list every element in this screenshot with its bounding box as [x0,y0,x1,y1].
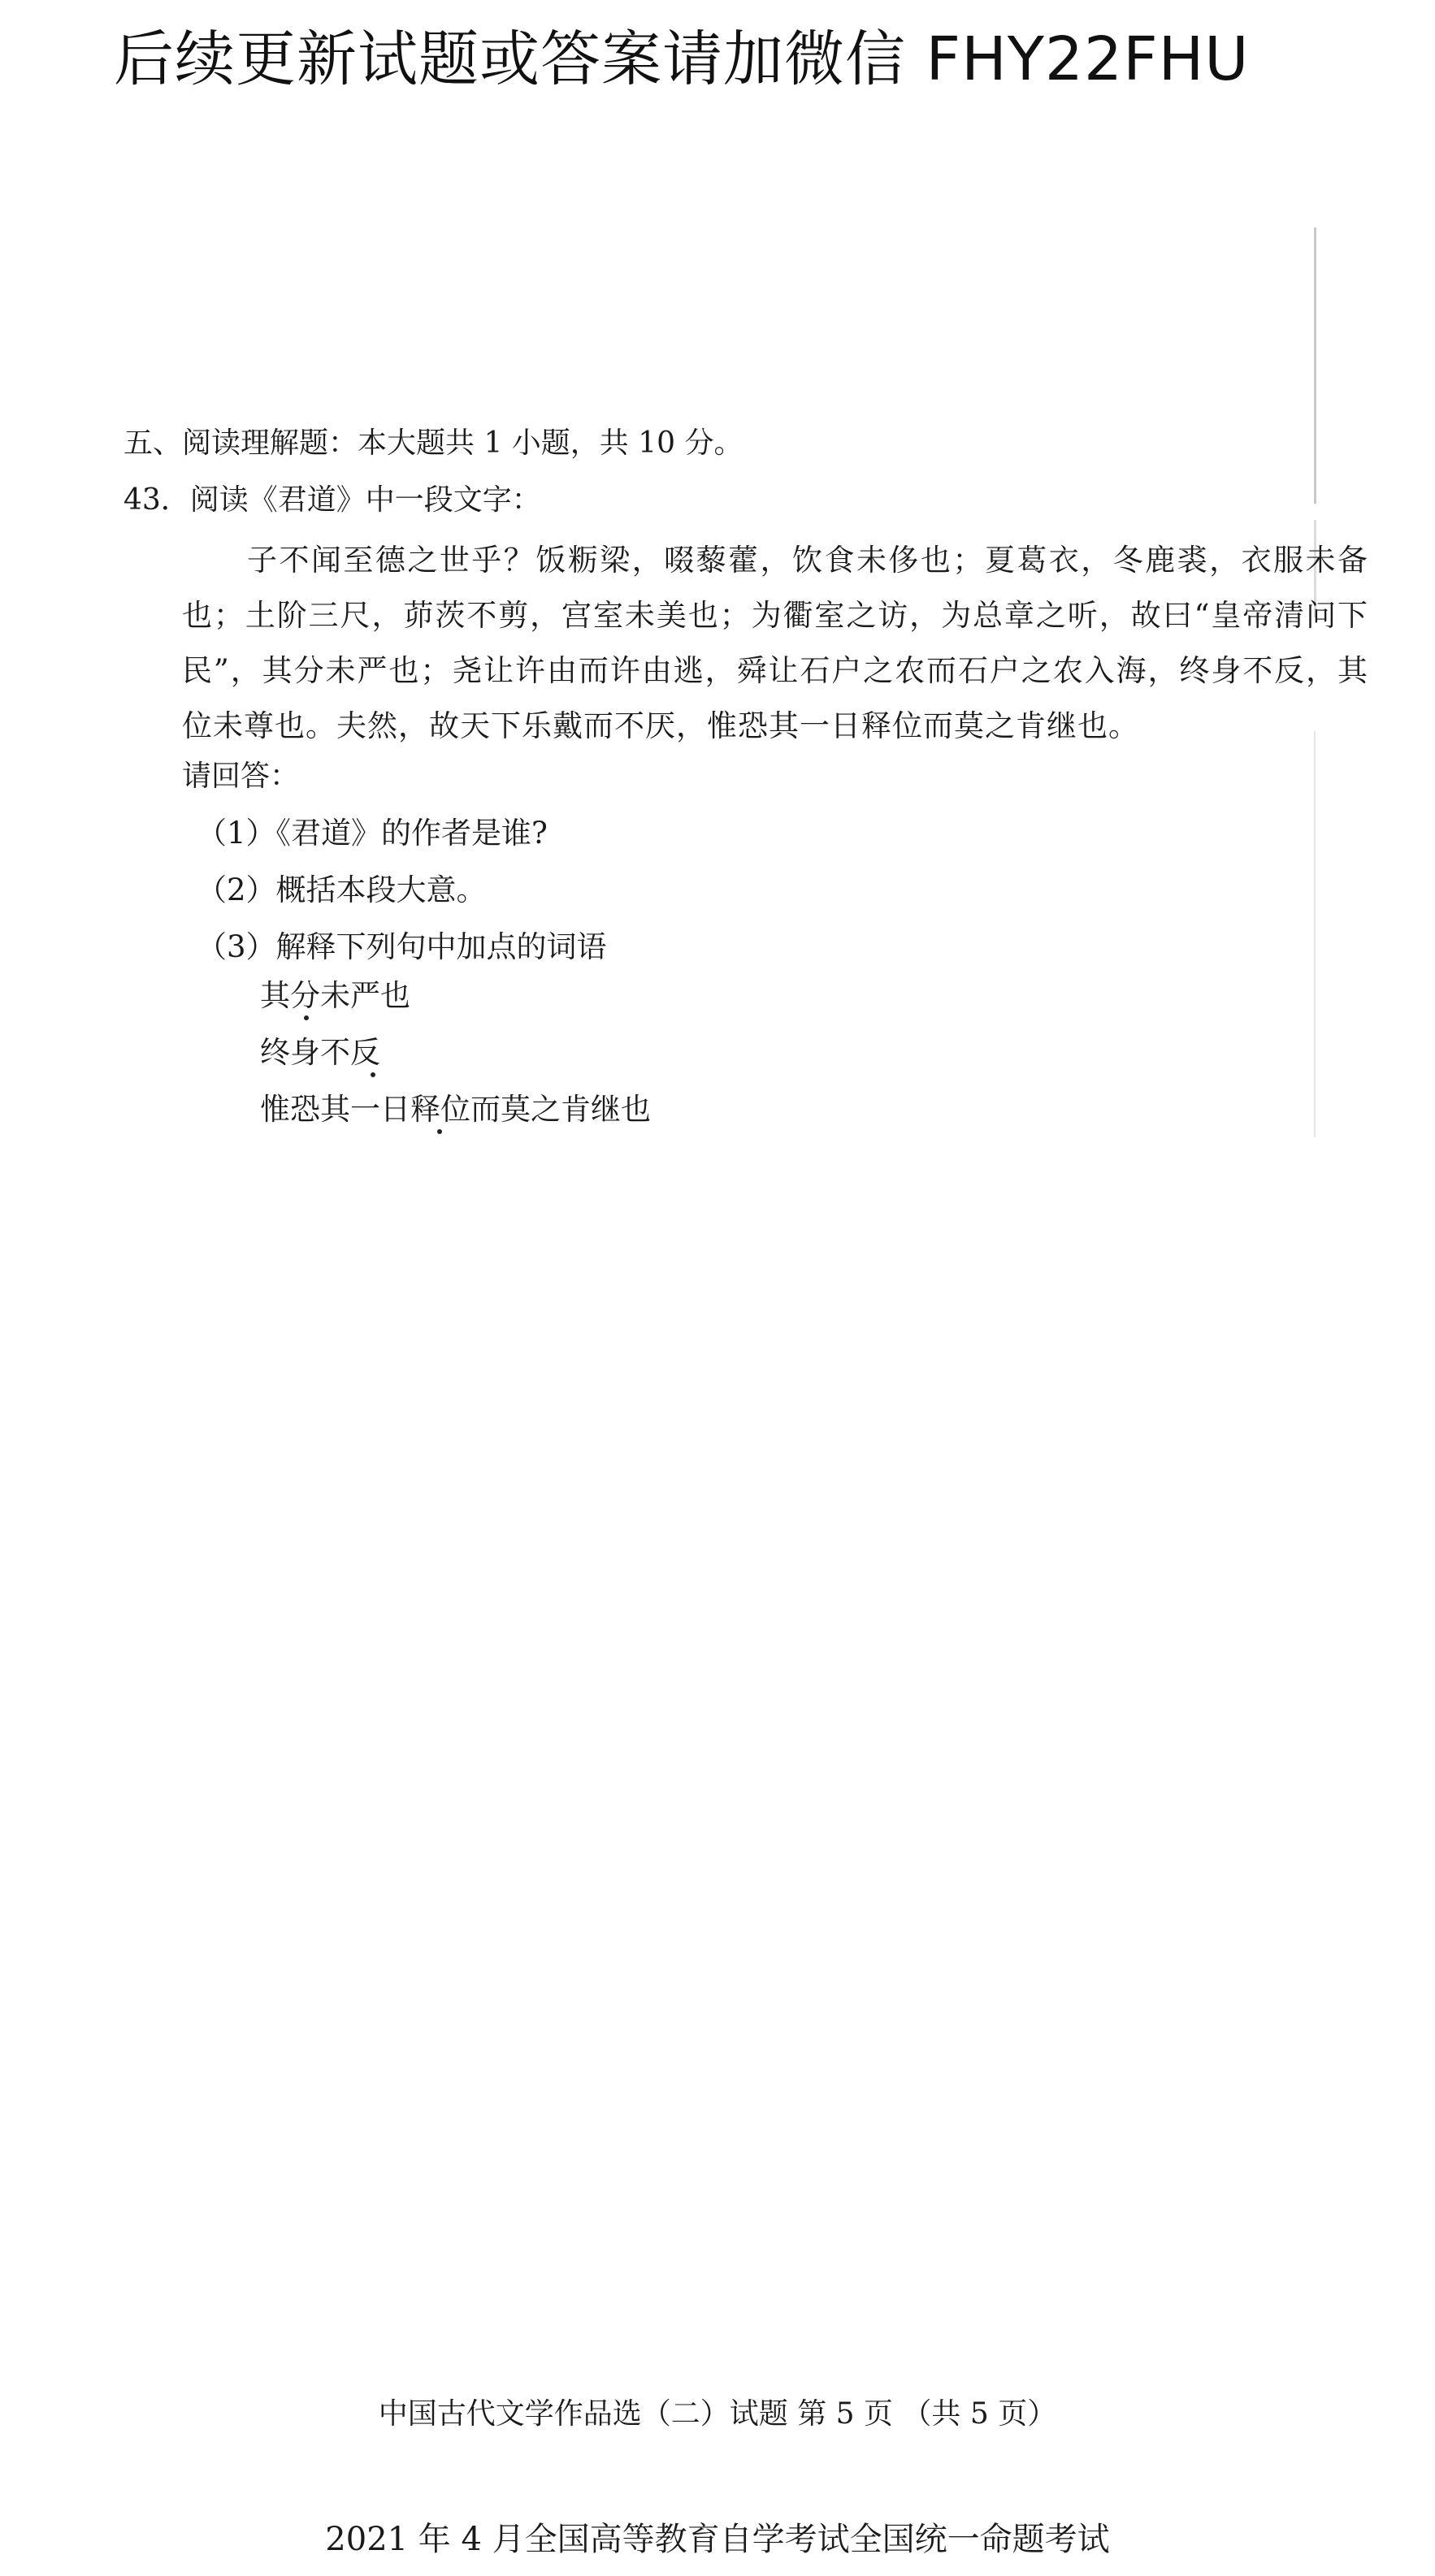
sub-question-1: （1）《君道》的作者是谁? [197,816,548,851]
emphasis-dot [304,1015,309,1020]
scan-artifact-line [1314,731,1316,1137]
sentence-1: 其分未严也 [260,978,410,1013]
answer-prompt: 请回答： [182,760,300,793]
watermark-banner: 后续更新试题或答案请加微信 FHY22FHU [114,24,1250,94]
sub-question-3: （3）解释下列句中加点的词语 [197,929,607,964]
scan-artifact-line [1314,227,1316,504]
question-title: 43．阅读《君道》中一段文字： [124,483,541,517]
page-footer: 中国古代文学作品选（二）试题 第 5 页 （共 5 页） [378,2397,1057,2431]
exam-footer: 2021 年 4 月全国高等教育自学考试全国统一命题考试 [325,2521,1110,2558]
emphasis-dot [437,1129,442,1134]
sub-question-2: （2）概括本段大意。 [197,872,487,907]
sentence-2: 终身不反 [260,1035,380,1070]
emphasis-dot [371,1072,375,1077]
reading-passage: 子不闻至德之世乎？饭粝梁，啜藜藿，饮食未侈也；夏葛衣，冬鹿裘，衣服未备也；土阶三尺，茆茨不剪，宫室未美也；为衢室之访，为总章之听，故曰“皇帝清问下民”，其分未严也；尧让许由而许由逃，舜让石户之农而石户之农入海，终身不反，其位未尊也。夫然，故天下乐戴而不厌，惟恐其一日释位而莫之肯继也。 [182,543,1368,743]
sentence-3: 惟恐其一日释位而莫之肯继也 [260,1092,651,1127]
section-heading: 五、阅读理解题：本大题共 1 小题，共 10 分。 [124,426,744,460]
